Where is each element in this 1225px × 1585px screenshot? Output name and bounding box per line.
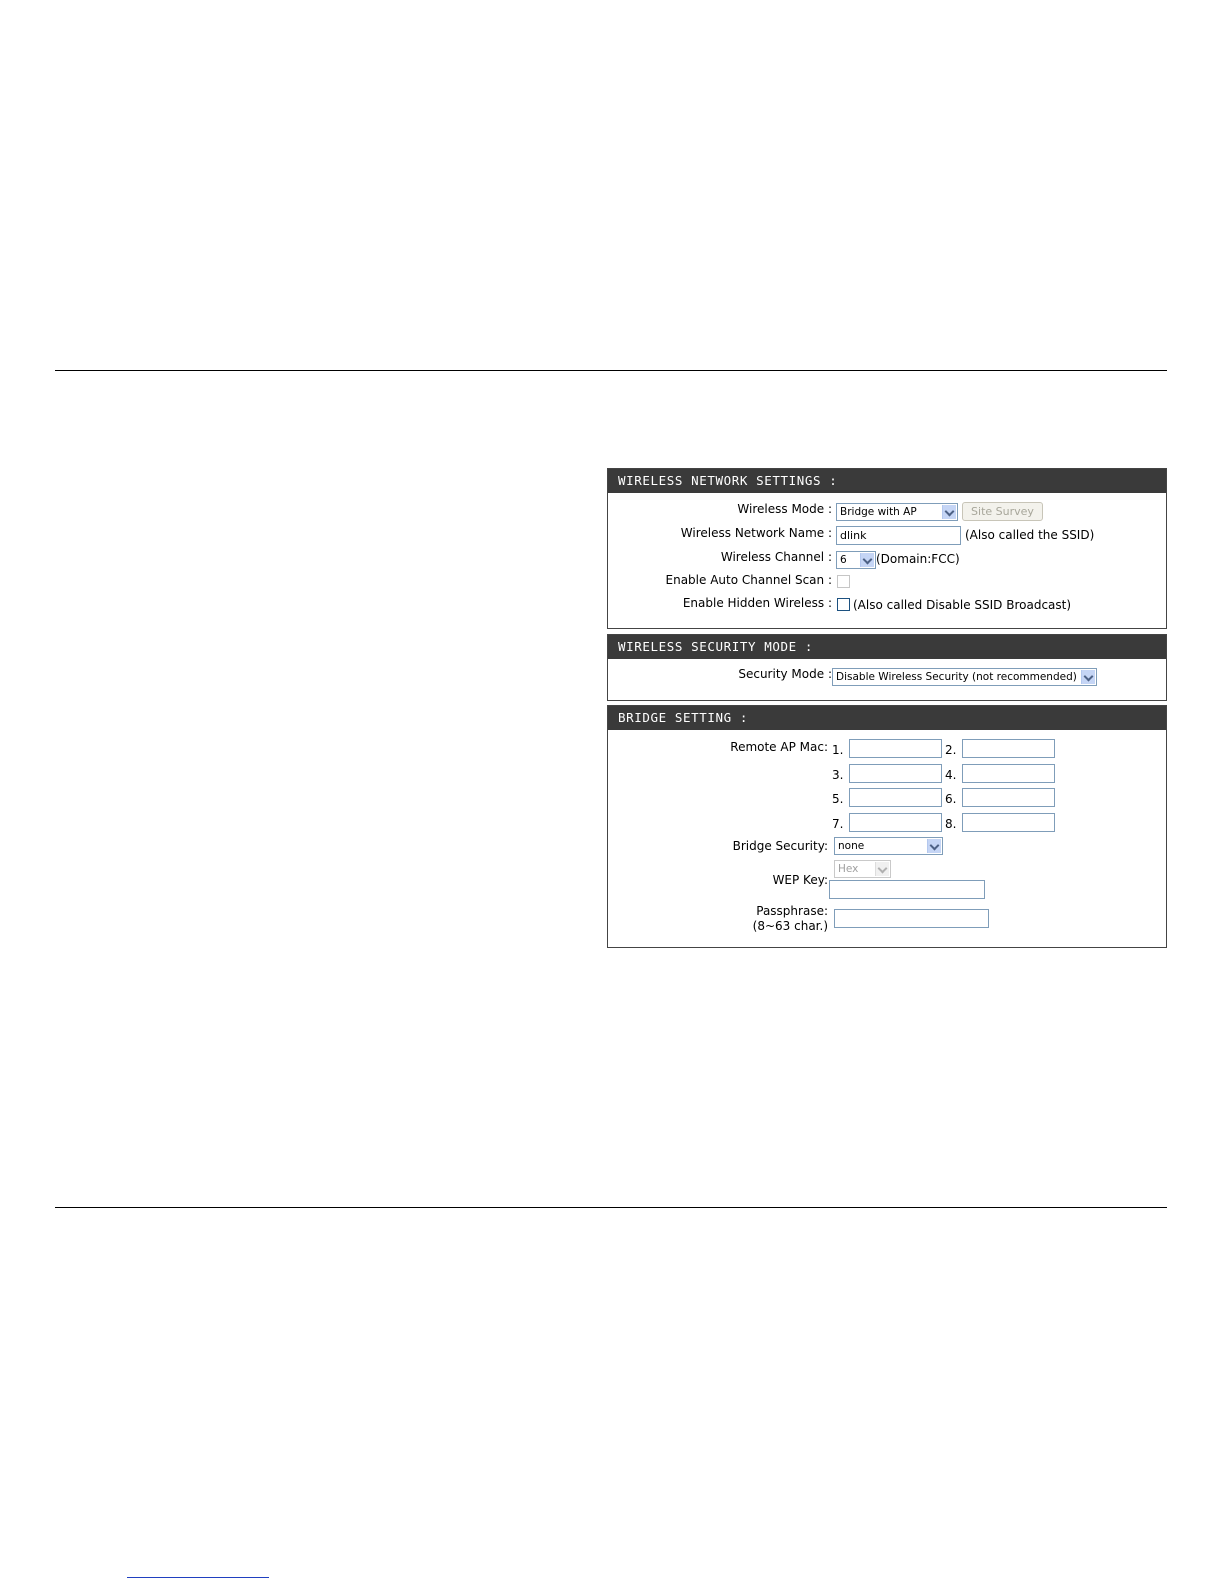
bridge-security-select[interactable] [834,837,943,855]
wireless-security-mode-panel [607,634,1167,701]
chevron-down-icon [860,553,874,567]
bridge-security-value: none [838,840,865,852]
mac-input-5[interactable] [849,788,942,807]
mac-input-4[interactable] [962,764,1055,783]
mac-number-2: 2. [945,743,957,757]
passphrase-hint: (8~63 char.) [752,919,828,933]
wireless-channel-value: 6 [840,554,847,566]
wireless-network-settings-panel [607,468,1167,629]
wireless-channel-select[interactable] [836,551,876,569]
mac-input-2[interactable] [962,739,1055,758]
security-mode-label: Security Mode : [738,667,832,681]
chevron-down-icon [942,505,956,519]
mac-input-8[interactable] [962,813,1055,832]
network-name-input[interactable]: dlink [836,526,961,545]
wep-key-label: WEP Key: [772,873,828,887]
wep-key-format-select[interactable] [834,860,891,878]
wireless-security-mode-header: WIRELESS SECURITY MODE : [608,635,1166,659]
bridge-setting-header: BRIDGE SETTING : [608,706,1166,730]
wireless-mode-label: Wireless Mode : [737,502,832,516]
footer-link-underline [127,1577,269,1578]
hidden-wireless-checkbox[interactable] [837,598,850,611]
network-name-label: Wireless Network Name : [680,526,832,540]
chevron-down-icon [927,839,941,853]
auto-channel-scan-checkbox[interactable] [837,575,850,588]
wireless-mode-value: Bridge with AP [840,506,917,518]
mac-number-3: 3. [832,768,844,782]
wep-key-format-value: Hex [838,863,859,875]
mac-number-8: 8. [945,817,957,831]
security-mode-select[interactable] [832,668,1097,686]
bridge-setting-panel [607,705,1167,948]
remote-ap-mac-label: Remote AP Mac: [730,740,828,754]
mac-number-1: 1. [832,743,844,757]
hidden-wireless-note: (Also called Disable SSID Broadcast) [853,598,1072,612]
wireless-network-settings-header: WIRELESS NETWORK SETTINGS : [608,469,1166,493]
hidden-wireless-label: Enable Hidden Wireless : [682,596,832,610]
bridge-security-label: Bridge Security: [732,839,828,853]
auto-channel-scan-label: Enable Auto Channel Scan : [665,573,832,587]
bottom-divider [55,1207,1167,1208]
passphrase-label: Passphrase: [756,904,828,918]
wireless-channel-label: Wireless Channel : [720,550,832,564]
mac-number-4: 4. [945,768,957,782]
site-survey-button[interactable]: Site Survey [962,502,1043,521]
mac-input-1[interactable] [849,739,942,758]
chevron-down-icon [1081,670,1095,684]
mac-input-6[interactable] [962,788,1055,807]
passphrase-input[interactable] [834,909,989,928]
wireless-mode-select[interactable] [836,503,958,521]
top-divider [55,370,1167,371]
wep-key-input[interactable] [829,880,985,899]
mac-number-5: 5. [832,792,844,806]
mac-number-6: 6. [945,792,957,806]
mac-input-7[interactable] [849,813,942,832]
security-mode-value: Disable Wireless Security (not recommended) [836,671,1077,683]
mac-number-7: 7. [832,817,844,831]
channel-domain-note: (Domain:FCC) [876,552,960,566]
chevron-down-icon [875,862,889,876]
mac-input-3[interactable] [849,764,942,783]
ssid-note: (Also called the SSID) [965,528,1095,542]
